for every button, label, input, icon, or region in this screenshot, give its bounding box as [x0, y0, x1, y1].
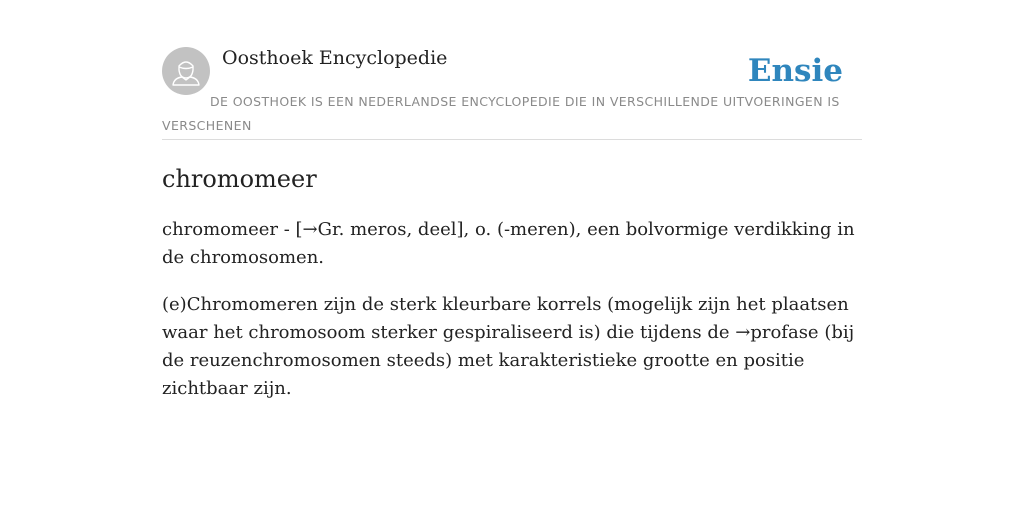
ensie-logo[interactable]: Ensie	[747, 53, 843, 89]
source-name[interactable]: Oosthoek Encyclopedie	[222, 47, 448, 69]
description-text-end: (bij de reuzenchromosomen steeds) met karakteristieke grootte en positie zichtbaar zijn.	[162, 322, 855, 399]
description-text-start: (e)Chromomeren zijn de sterk kleurbare korrels (mogelijk zijn het plaatsen waar het chromosoom sterker gespiraliseerd is) die tijdens de	[162, 294, 849, 343]
source-header	[162, 46, 862, 140]
cross-reference-link-profase[interactable]: →profase	[735, 322, 819, 343]
entry-title: chromomeer	[162, 165, 317, 193]
definition-text-start: chromomeer - [	[162, 219, 303, 240]
definition-paragraph	[162, 216, 866, 272]
cross-reference-link-gr[interactable]: →Gr.	[302, 219, 345, 240]
source-avatar[interactable]	[162, 47, 210, 95]
definition-text-end: meros, deel], o. (-meren), een bolvormige verdikking in de chromosomen.	[162, 219, 855, 268]
user-icon	[162, 47, 210, 95]
entry-page	[162, 46, 862, 399]
description-paragraph	[162, 291, 866, 403]
source-description: DE OOSTHOEK IS EEN NEDERLANDSE ENCYCLOPEDIE DIE IN VERSCHILLENDE UITVOERINGEN IS VERSCHENEN	[162, 94, 840, 133]
